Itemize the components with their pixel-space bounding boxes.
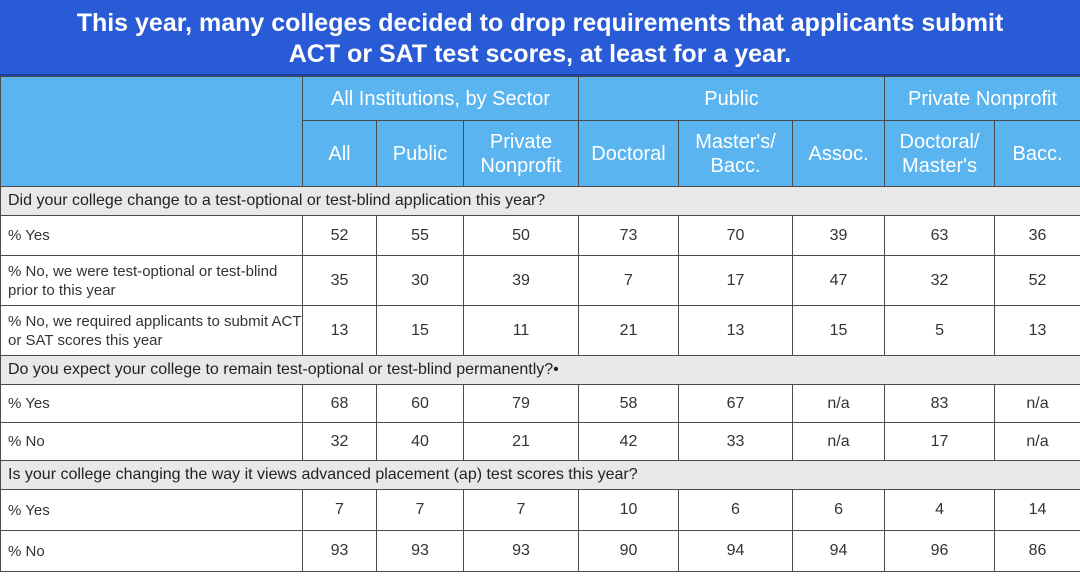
- title-line-1: This year, many colleges decided to drop requirements that applicants submit: [76, 9, 1004, 37]
- table-cell: 83: [885, 385, 995, 423]
- survey-table: [0, 76, 1080, 572]
- table-cell: 6: [679, 490, 793, 531]
- table-cell: 30: [377, 256, 464, 306]
- table-row: [1, 423, 1080, 461]
- table-cell: 35: [303, 256, 377, 306]
- column-header: Master's/ Bacc.: [679, 121, 793, 187]
- row-label: % No, we required applicants to submit ACT or SAT scores this year: [1, 306, 303, 356]
- table-cell: 40: [377, 423, 464, 461]
- row-label: % Yes: [1, 385, 303, 423]
- table-cell: 7: [377, 490, 464, 531]
- row-label: % No: [1, 423, 303, 461]
- table-cell: 17: [885, 423, 995, 461]
- table-cell: n/a: [793, 385, 885, 423]
- title-line-2: ACT or SAT test scores, at least for a year.: [288, 40, 792, 68]
- section-question-row: [1, 356, 1080, 385]
- table-cell: 93: [377, 531, 464, 572]
- table-cell: 10: [579, 490, 679, 531]
- table-cell: 79: [464, 385, 579, 423]
- row-label: % Yes: [1, 216, 303, 256]
- table-cell: 15: [793, 306, 885, 356]
- row-label: % Yes: [1, 490, 303, 531]
- table-cell: n/a: [995, 385, 1080, 423]
- table-cell: 70: [679, 216, 793, 256]
- table-row: [1, 385, 1080, 423]
- table-cell: 13: [303, 306, 377, 356]
- table-cell: 67: [679, 385, 793, 423]
- column-header: Doctoral: [579, 121, 679, 187]
- table-cell: 68: [303, 385, 377, 423]
- table-cell: 90: [579, 531, 679, 572]
- section-question-row: [1, 187, 1080, 216]
- section-question-row: [1, 461, 1080, 490]
- table-cell: 32: [885, 256, 995, 306]
- group-public: Public: [579, 77, 885, 121]
- table-cell: 7: [464, 490, 579, 531]
- table-row: [1, 256, 1080, 306]
- table-cell: 36: [995, 216, 1080, 256]
- table-cell: 11: [464, 306, 579, 356]
- table-cell: 60: [377, 385, 464, 423]
- table-row: [1, 216, 1080, 256]
- table-cell: 50: [464, 216, 579, 256]
- table-cell: 55: [377, 216, 464, 256]
- table-cell: 93: [464, 531, 579, 572]
- column-header: Private Nonprofit: [464, 121, 579, 187]
- table-cell: n/a: [793, 423, 885, 461]
- table-row: [1, 306, 1080, 356]
- group-private-nonprofit: Private Nonprofit: [885, 77, 1080, 121]
- table-cell: 15: [377, 306, 464, 356]
- table-cell: 13: [679, 306, 793, 356]
- column-header: Assoc.: [793, 121, 885, 187]
- table-cell: 6: [793, 490, 885, 531]
- table-cell: 4: [885, 490, 995, 531]
- column-header: Public: [377, 121, 464, 187]
- table-cell: 47: [793, 256, 885, 306]
- column-header: All: [303, 121, 377, 187]
- table-cell: n/a: [995, 423, 1080, 461]
- table-cell: 52: [303, 216, 377, 256]
- row-label: % No, we were test-optional or test-blind prior to this year: [1, 256, 303, 306]
- table-cell: 39: [464, 256, 579, 306]
- section-question: Is your college changing the way it views advanced placement (ap) test scores this year?: [1, 461, 1080, 490]
- table-row: [1, 531, 1080, 572]
- header-corner: [1, 77, 303, 187]
- table-cell: 73: [579, 216, 679, 256]
- table-cell: 7: [579, 256, 679, 306]
- table-cell: 39: [793, 216, 885, 256]
- table-cell: 63: [885, 216, 995, 256]
- table-title: [0, 0, 1080, 76]
- table-cell: 32: [303, 423, 377, 461]
- table-cell: 7: [303, 490, 377, 531]
- table-cell: 86: [995, 531, 1080, 572]
- table-cell: 33: [679, 423, 793, 461]
- table-cell: 58: [579, 385, 679, 423]
- group-all-institutions: All Institutions, by Sector: [303, 77, 579, 121]
- table-cell: 52: [995, 256, 1080, 306]
- table-cell: 94: [793, 531, 885, 572]
- table-cell: 21: [464, 423, 579, 461]
- group-header-row: [1, 77, 1080, 121]
- row-label: % No: [1, 531, 303, 572]
- column-header: Doctoral/ Master's: [885, 121, 995, 187]
- section-question: Do you expect your college to remain test-optional or test-blind permanently?•: [1, 356, 1080, 385]
- table-cell: 13: [995, 306, 1080, 356]
- table-cell: 42: [579, 423, 679, 461]
- table-cell: 94: [679, 531, 793, 572]
- table-row: [1, 490, 1080, 531]
- table-cell: 14: [995, 490, 1080, 531]
- table-cell: 5: [885, 306, 995, 356]
- table-cell: 17: [679, 256, 793, 306]
- section-question: Did your college change to a test-optional or test-blind application this year?: [1, 187, 1080, 216]
- table-cell: 96: [885, 531, 995, 572]
- column-header: Bacc.: [995, 121, 1080, 187]
- table-cell: 93: [303, 531, 377, 572]
- table-cell: 21: [579, 306, 679, 356]
